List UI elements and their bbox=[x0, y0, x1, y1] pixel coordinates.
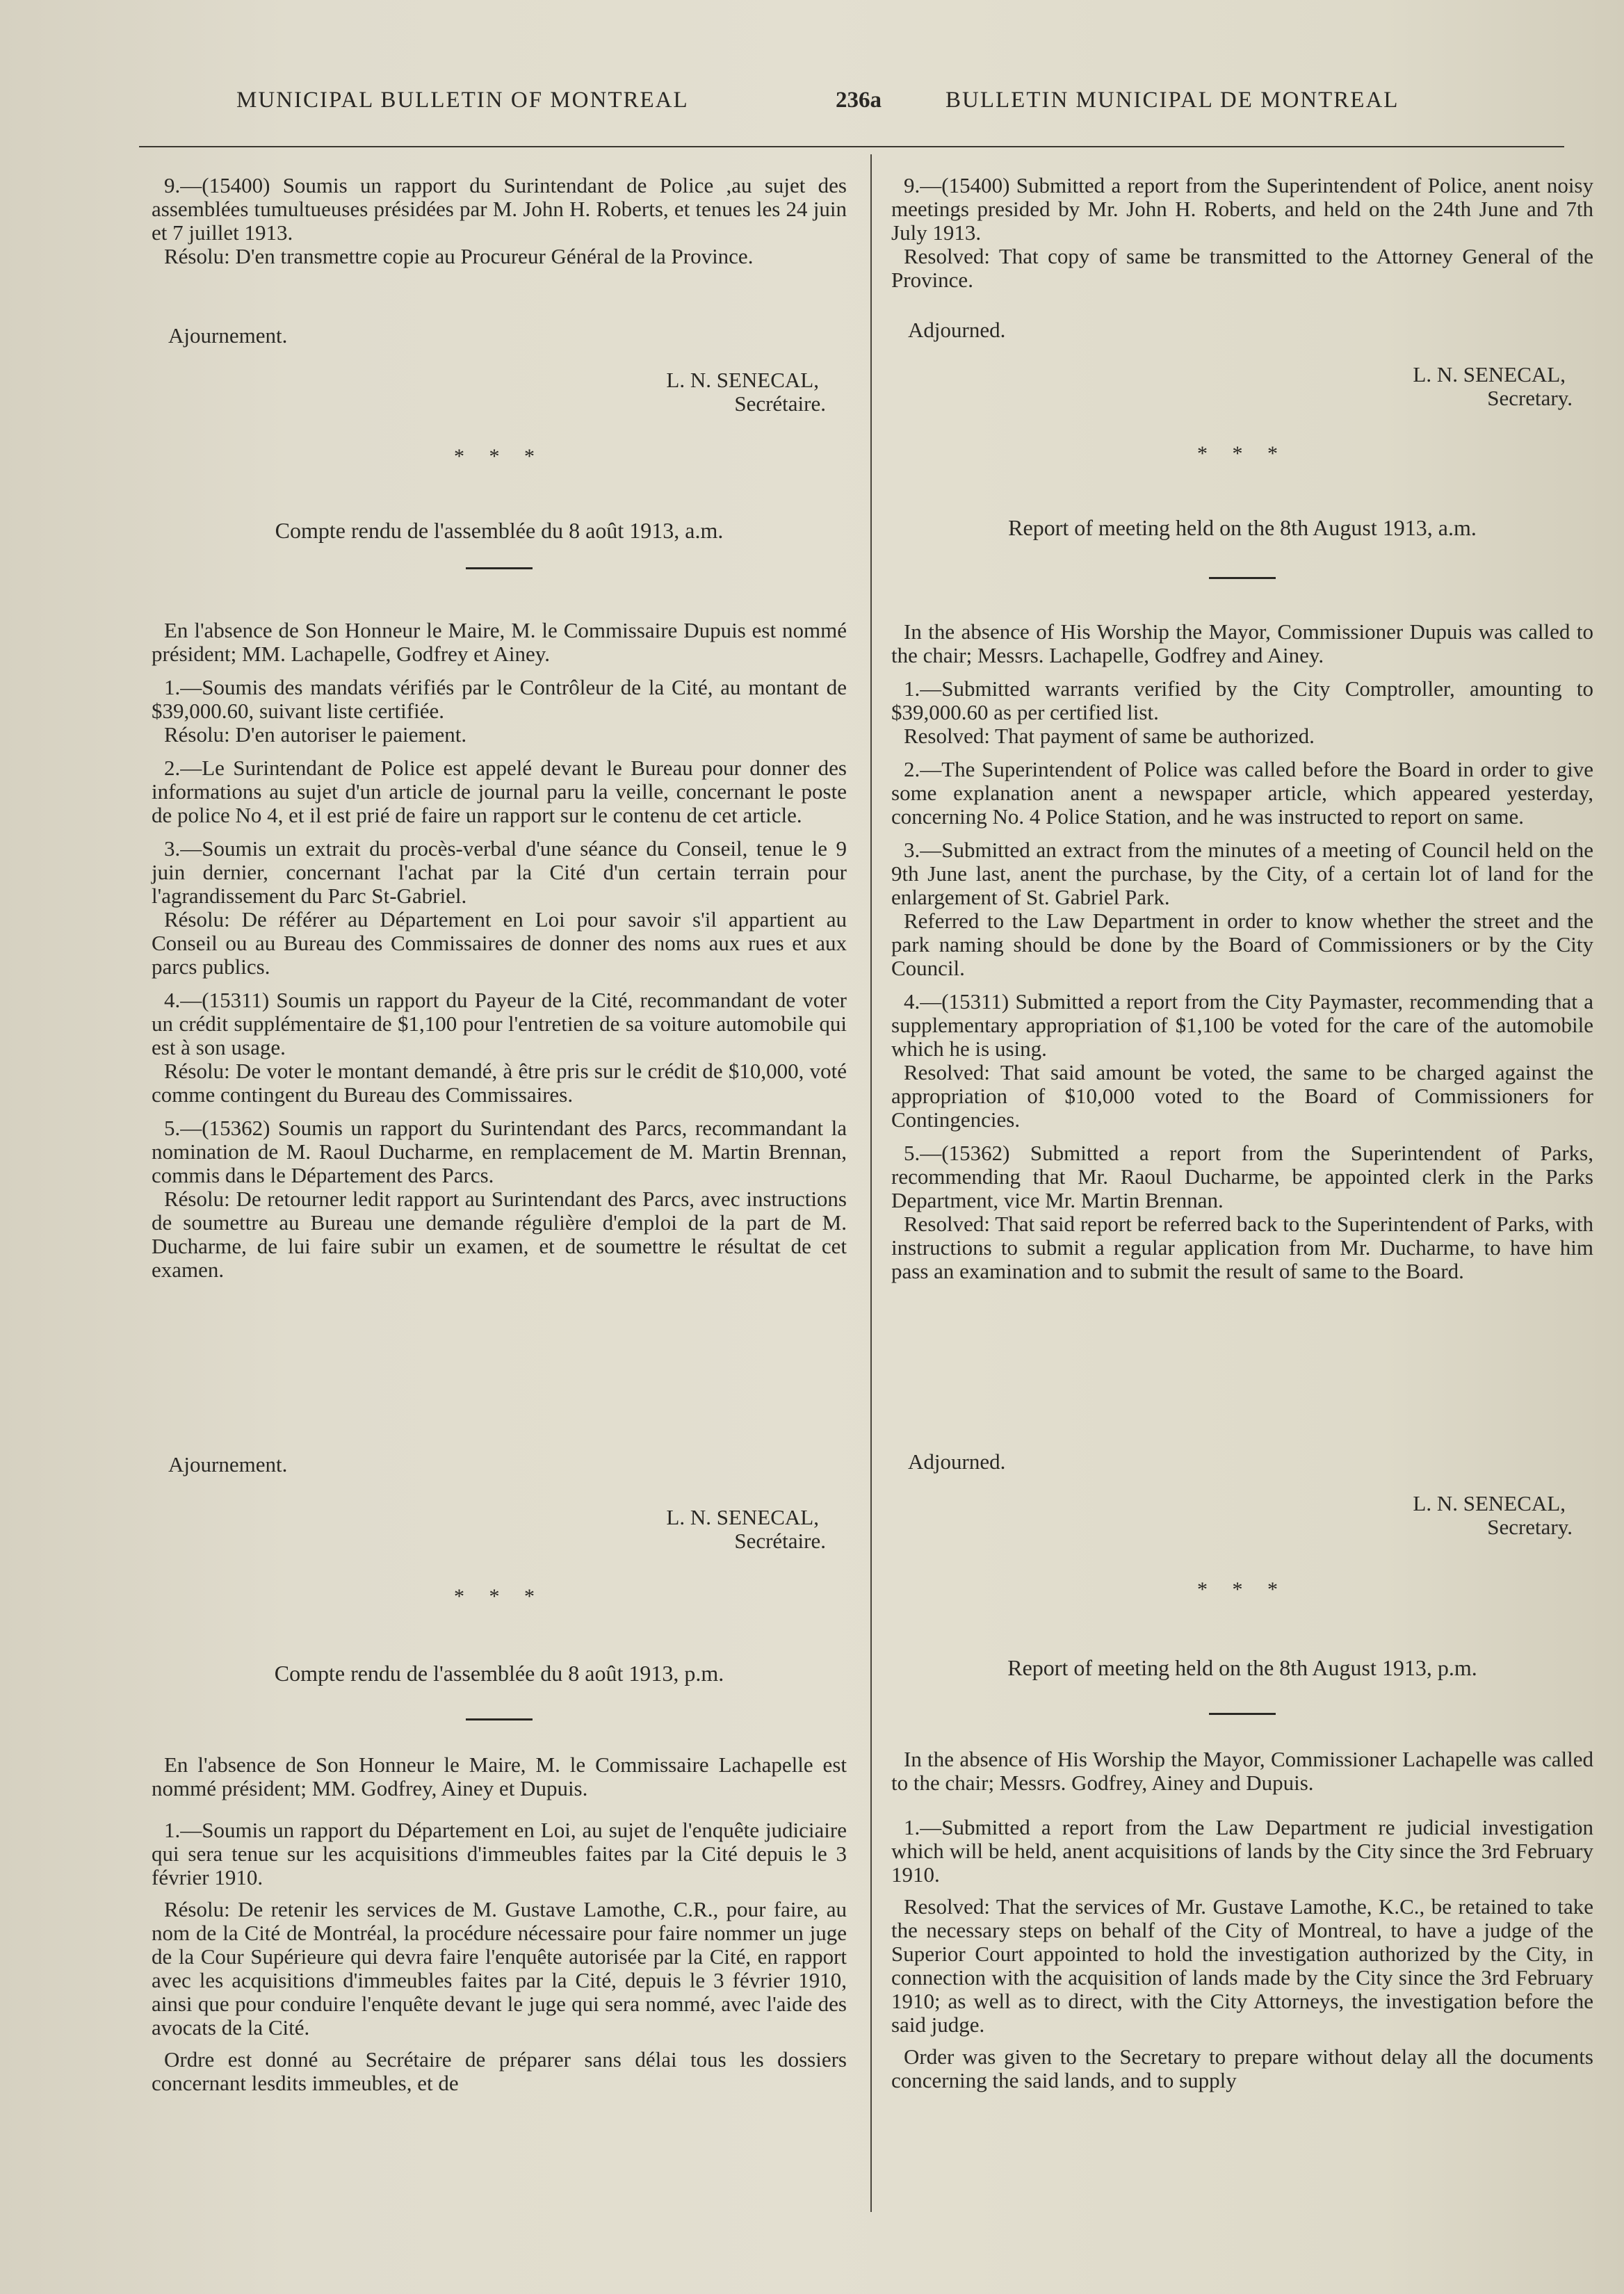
en-am-item3-resolution: Referred to the Law Department in order to know whether the street and the park naming should be done by the Board of Commissioners or by the City Council. bbox=[891, 909, 1593, 980]
fr-sign1-title: Secrétaire. bbox=[734, 391, 826, 416]
en-meeting-am-title: Report of meeting held on the 8th August 1913, a.m. bbox=[1008, 515, 1477, 540]
en-signature-2 bbox=[891, 1492, 1593, 1539]
fr-meeting-am-title: Compte rendu de l'assemblée du 8 août 1913, a.m. bbox=[275, 518, 724, 543]
fr-meeting-pm-title: Compte rendu de l'assemblée du 8 août 1913, p.m. bbox=[274, 1661, 724, 1686]
en-am-item1: 1.—Submitted warrants verified by the City Comptroller, amounting to $39,000.60 as per certified list. bbox=[891, 676, 1593, 724]
fr-am-rule bbox=[152, 567, 847, 569]
en-am-item2: 2.—The Superintendent of Police was called before the Board in order to give some explanation anent a newspaper article, which appeared yesterday, concerning No. 4 Police Station, and he was instructed to report on same. bbox=[891, 757, 1593, 829]
fr-item9-block bbox=[152, 174, 847, 268]
fr-sign1-name: L. N. SENECAL, bbox=[666, 368, 819, 392]
fr-am-item4: 4.—(15311) Soumis un rapport du Payeur de la Cité, recommandant de voter un crédit supplémentaire de $1,100 pour l'entretien de sa voiture automobile qui est à son usage. bbox=[152, 988, 847, 1059]
fr-am-item4-resolution: Résolu: De voter le montant demandé, à être pris sur le crédit de $10,000, voté comme contingent du Bureau des Commissaires. bbox=[152, 1059, 847, 1107]
en-am-item5: 5.—(15362) Submitted a report from the Superintendent of Parks, recommending that Mr. Raoul Ducharme, be appointed clerk in the Parks Department, vice Mr. Martin Brennan. bbox=[891, 1141, 1593, 1212]
en-signature-1 bbox=[891, 363, 1593, 410]
en-pm-item1-resolution: Resolved: That the services of Mr. Gustave Lamothe, K.C., be retained to take the necessary steps on behalf of the City of Montreal, to have a judge of the Superior Court appointed to hold the investigation authorized by the City, in connection with the acquisition of lands made by the City since the 3rd February 1910; as well as to direct, with the City Attorneys, the investigation before the said judge. bbox=[891, 1894, 1593, 2037]
en-pm-intro: In the absence of His Worship the Mayor, Commissioner Lachapelle was called to the chair; Messrs. Godfrey, Ainey and Dupuis. bbox=[891, 1747, 1593, 1795]
fr-stars-1: * * * bbox=[454, 445, 544, 468]
fr-sign2-title: Secrétaire. bbox=[734, 1529, 826, 1553]
fr-pm-item1: 1.—Soumis un rapport du Département en Loi, au sujet de l'enquête judiciaire qui sera tenue sur les acquisitions d'immeubles faites par la Cité depuis le 3 février 1910. bbox=[152, 1818, 847, 1889]
fr-pm-rule bbox=[152, 1718, 847, 1720]
fr-am-item1: 1.—Soumis des mandats vérifiés par le Contrôleur de la Cité, au montant de $39,000.60, suivant liste certifiée. bbox=[152, 675, 847, 723]
fr-am-item1-resolution: Résolu: D'en autoriser le paiement. bbox=[164, 722, 467, 747]
en-item9: 9.—(15400) Submitted a report from the Superintendent of Police, anent noisy meetings presided by Mr. John H. Roberts, and held on the 24th June and 7th July 1913. bbox=[891, 173, 1593, 245]
en-am-item4: 4.—(15311) Submitted a report from the City Paymaster, recommending that a supplementary appropriation of $1,100 be voted for the care of the automobile which he is using. bbox=[891, 989, 1593, 1061]
fr-sign2-name: L. N. SENECAL, bbox=[666, 1505, 819, 1529]
fr-am-intro: En l'absence de Son Honneur le Maire, M. le Commissaire Dupuis est nommé président; MM. Lachapelle, Godfrey et Ainey. bbox=[152, 618, 847, 666]
en-am-item1-resolution: Resolved: That payment of same be authorized. bbox=[904, 724, 1315, 748]
column-divider bbox=[870, 154, 872, 2212]
en-adjourn-1: Adjourned. bbox=[908, 318, 1006, 342]
fr-am-item5: 5.—(15362) Soumis un rapport du Surintendant des Parcs, recommandant la nomination de M. Raoul Ducharme, en remplacement de M. Martin Brennan, commis dans le Département des Parcs. bbox=[152, 1116, 847, 1187]
en-pm-order: Order was given to the Secretary to prepare without delay all the documents concerning the said lands, and to supply bbox=[891, 2044, 1593, 2092]
en-item9-resolution: Resolved: That copy of same be transmitted to the Attorney General of the Province. bbox=[891, 244, 1593, 292]
header-rule bbox=[139, 146, 1564, 147]
fr-am-item3: 3.—Soumis un extrait du procès-verbal d'une séance du Conseil, tenue le 9 juin dernier, concernant l'achat par la Cité d'un certain terrain pour l'agrandissement du Parc St-Gabriel. bbox=[152, 836, 847, 908]
en-stars-2: * * * bbox=[1197, 1578, 1288, 1601]
en-am-item4-resolution: Resolved: That said amount be voted, the same to be charged against the appropriation of $10,000 voted to the Board of Commissioners for Contingencies. bbox=[891, 1060, 1593, 1132]
en-adjourn-2: Adjourned. bbox=[908, 1449, 1006, 1474]
en-sign2-title: Secretary. bbox=[1487, 1515, 1573, 1539]
fr-signature-1 bbox=[152, 368, 847, 416]
fr-pm-order: Ordre est donné au Secrétaire de préparer sans délai tous les dossiers concernant lesdits immeubles, et de bbox=[152, 2047, 847, 2095]
en-sign1-title: Secretary. bbox=[1487, 386, 1573, 410]
fr-stars-2: * * * bbox=[454, 1585, 544, 1608]
page-number: 236a bbox=[836, 88, 882, 113]
en-sign1-name: L. N. SENECAL, bbox=[1413, 362, 1566, 387]
en-am-item5-resolution: Resolved: That said report be referred back to the Superintendent of Parks, with instructions to submit a regular application from Mr. Ducharme, to have him pass an examination and to submit the result of same to the Board. bbox=[891, 1212, 1593, 1283]
header-title-english: MUNICIPAL BULLETIN OF MONTREAL bbox=[236, 88, 689, 113]
en-stars-1: * * * bbox=[1197, 442, 1288, 465]
header-title-french: BULLETIN MUNICIPAL DE MONTREAL bbox=[945, 88, 1399, 113]
en-meeting-pm-title: Report of meeting held on the 8th August 1913, p.m. bbox=[1007, 1655, 1477, 1680]
fr-signature-2 bbox=[152, 1506, 847, 1553]
fr-am-item5-resolution: Résolu: De retourner ledit rapport au Surintendant des Parcs, avec instructions de soumettre au Bureau une demande régulière d'emploi de la part de M. Ducharme, de lui faire subir un examen, et de soumettre le résultat de cet examen. bbox=[152, 1187, 847, 1282]
en-pm-rule bbox=[891, 1713, 1593, 1715]
fr-pm-block bbox=[152, 1753, 847, 2095]
en-am-intro: In the absence of His Worship the Mayor, Commissioner Dupuis was called to the chair; Messrs. Lachapelle, Godfrey and Ainey. bbox=[891, 619, 1593, 667]
en-pm-block bbox=[891, 1748, 1593, 2092]
fr-adjourn-2: Ajournement. bbox=[168, 1452, 288, 1477]
en-sign2-name: L. N. SENECAL, bbox=[1413, 1491, 1566, 1515]
en-pm-item1: 1.—Submitted a report from the Law Department re judicial investigation which will be held, anent acquisitions of lands by the City since the 3rd February 1910. bbox=[891, 1815, 1593, 1887]
fr-adjourn-1: Ajournement. bbox=[168, 323, 288, 348]
en-am-block bbox=[891, 620, 1593, 1283]
fr-am-item3-resolution: Résolu: De référer au Département en Loi pour savoir s'il appartient au Conseil ou au Bureau des Commissaires de donner des noms aux rues et aux parcs publics. bbox=[152, 907, 847, 979]
fr-pm-item1-resolution: Résolu: De retenir les services de M. Gustave Lamothe, C.R., pour faire, au nom de la Cité de Montréal, la procédure nécessaire pour faire nommer un juge de la Cour Supérieure qui devra faire l'enquête autorisée par la Cité, en rapport avec les acquisitions d'immeubles faites par la Cité, depuis le 3 février 1910, ainsi que pour conduire l'enquête devant le juge qui sera nommé, avec l'aide des avocats de la Cité. bbox=[152, 1897, 847, 2040]
fr-item9: 9.—(15400) Soumis un rapport du Surintendant de Police ,au sujet des assemblées tumultueuses présidées par M. John H. Roberts, et tenues les 24 juin et 7 juillet 1913. bbox=[152, 173, 847, 245]
fr-am-block bbox=[152, 619, 847, 1282]
en-am-item3: 3.—Submitted an extract from the minutes of a meeting of Council held on the 9th June last, anent the purchase, by the City, of a certain lot of land for the enlargement of St. Gabriel Park. bbox=[891, 838, 1593, 909]
fr-pm-intro: En l'absence de Son Honneur le Maire, M. le Commissaire Lachapelle est nommé président; MM. Godfrey, Ainey et Dupuis. bbox=[152, 1752, 847, 1800]
fr-item9-resolution: Résolu: D'en transmettre copie au Procureur Général de la Province. bbox=[164, 244, 754, 268]
en-item9-block bbox=[891, 174, 1593, 292]
fr-am-item2: 2.—Le Surintendant de Police est appelé devant le Bureau pour donner des informations au sujet d'un article de journal paru la veille, concernant le poste de police No 4, et il est prié de faire un rapport sur le contenu de cet article. bbox=[152, 756, 847, 827]
en-am-rule bbox=[891, 577, 1593, 579]
